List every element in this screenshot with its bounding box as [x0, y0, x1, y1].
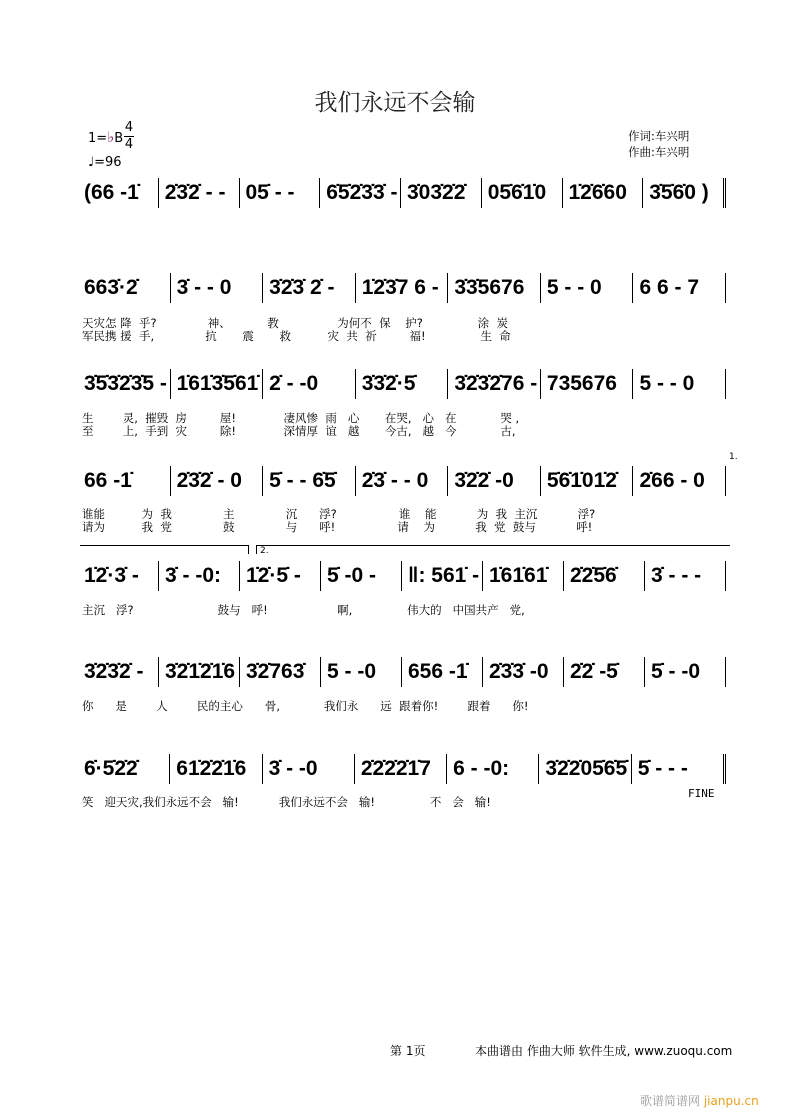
measure: 05̇6̇1̇0 [482, 178, 563, 208]
lyric-line: 天灾怎 降 乎? 神、 教 为何不 保 护? 涂 炭 [82, 316, 508, 330]
measure: 3̇2̇2̇05̇6̇5̇ [539, 754, 631, 784]
measure: 3̇3̇5676 [448, 273, 541, 303]
measure: 1̇2̇6̇60 [563, 178, 644, 208]
generator-note: 本曲谱由 作曲大师 软件生成, www.zuoqu.com [475, 1044, 733, 1058]
measure: 3̇ - - - [645, 561, 726, 591]
credits [628, 128, 689, 160]
measure: 5̇ - - 6̇5̇ [263, 466, 356, 496]
measure: 3̇2̇763̇ [240, 657, 321, 687]
measure: 1̇61̇3̇5̇61̇ [171, 369, 264, 399]
watermark [640, 1092, 759, 1109]
measure: 5̇ -0 - [321, 561, 402, 591]
measure: 2̇3̇2̇ - 0 [171, 466, 264, 496]
measure: 3̇5̇6̇0 ) [643, 178, 726, 208]
staff-row [78, 754, 726, 784]
song-title: 我们永远不会输 [314, 90, 476, 116]
measure: 1̇2̇·5̇ - [240, 561, 321, 591]
staff-row [78, 466, 726, 496]
measure: 2̇3̇ - - 0 [356, 466, 449, 496]
measure: 663̇·2̇ [78, 273, 171, 303]
tempo [88, 155, 122, 170]
measure: 6̇5̇2̇3̇3̇ - [320, 178, 401, 208]
key-signature [88, 128, 123, 146]
measure: 3̇2̇3̇ 2̇ - [263, 273, 356, 303]
key-prefix: 1= [88, 131, 108, 146]
measure: 1̇61̇61̇ [483, 561, 564, 591]
composer: 作曲:车兴明 [628, 145, 690, 159]
lyric-line: 笑 迎天灾,我们永远不会 输! 我们永远不会 输! 不 会 输! [82, 795, 491, 809]
staff-row [78, 657, 726, 687]
quarter-note-icon: ♩ [88, 155, 95, 170]
ts-bottom: 4 [124, 137, 134, 152]
flat-icon: ♭ [107, 128, 115, 146]
measure: 66 -1̇ [78, 466, 171, 496]
measure: 656 -1̇ [402, 657, 483, 687]
watermark-cn: 歌谱简谱网 [640, 1094, 701, 1108]
measure: ‖: 561̇ - [402, 561, 483, 591]
staff-row [78, 369, 726, 399]
staff-row [78, 561, 726, 591]
lyric-line: 你 是 人 民的主心 骨, 我们永 远 跟着你! 跟着 你! [82, 699, 529, 713]
staff-row [78, 273, 726, 303]
measure: 6 6 - 7 [633, 273, 726, 303]
volta-1-label: 1. [729, 452, 738, 462]
measure: 735676 [541, 369, 634, 399]
time-signature [124, 120, 134, 153]
fine-mark: FINE [688, 787, 715, 800]
measure: 5 - - 0 [633, 369, 726, 399]
measure: 3̇3̇2̇·5̇ [356, 369, 449, 399]
measure: 5 - - 0 [541, 273, 634, 303]
lyric-line: 生 灵, 摧毁 房 屋! 凄风惨 雨 心 在哭, 心 在 哭 , [82, 411, 520, 425]
measure: 2̇2̇2̇2̇1̇7 [355, 754, 447, 784]
key-note: B [114, 131, 124, 146]
measure: 3̇2̇2̇ -0 [448, 466, 541, 496]
lyricist: 作词:车兴明 [628, 129, 690, 143]
lyric-line: 谁能 为 我 主 沉 浮? 谁 能 为 我 主沉 浮? [82, 507, 596, 521]
measure: 3̇2̇3̇2̇76 - [448, 369, 541, 399]
measure: 3̇2̇1̇2̇1̇6 [159, 657, 240, 687]
ts-top: 4 [124, 120, 134, 135]
measure: 2̇2̇5̇6̇ [564, 561, 645, 591]
volta-first-ending [80, 545, 249, 554]
staff-row [78, 178, 726, 208]
lyric-line: 请为 我 党 鼓 与 呼! 请 为 我 党 鼓与 呼! [82, 520, 593, 534]
lyric-line: 主沉 浮? 鼓与 呼! 啊, 伟大的 中国共产 党, [82, 603, 525, 617]
measure: 2̇66 - 0 [633, 466, 726, 496]
measure: 1̇2̇3̇7 6 - [356, 273, 449, 303]
measure: 1̇2̇·3̇ - [78, 561, 159, 591]
measure: 5̇ - -0 [645, 657, 726, 687]
measure: 3̇5̇3̇2̇3̇5 - [78, 369, 171, 399]
lyric-line: 军民携 援 手, 抗 震 救 灾 共 祈 福! 生 命 [82, 329, 511, 343]
volta-2-label: 2. [256, 545, 730, 554]
measure: 2̇ - -0 [263, 369, 356, 399]
measure: 61̇2̇2̇1̇6 [170, 754, 262, 784]
measure: 6 - -0: [447, 754, 539, 784]
lyric-line: 至 上, 手到 灾 除! 深情厚 谊 越 今古, 越 今 古, [82, 424, 516, 438]
watermark-en: jianpu.cn [703, 1094, 759, 1108]
measure: 3̇ - -0 [263, 754, 355, 784]
measure: 05̇ - - [240, 178, 321, 208]
measure: 6̇·5̇2̇2̇ [78, 754, 170, 784]
measure: 2̇3̇2̇ - - [159, 178, 240, 208]
measure: 5̇6̇1̇01̇2̇ [541, 466, 634, 496]
page-number: 第 1页 [390, 1044, 426, 1058]
measure: 5 - -0 [321, 657, 402, 687]
measure: 3̇03̇2̇2̇ [401, 178, 482, 208]
measure: 2̇3̇3̇ -0 [483, 657, 564, 687]
measure: 3̇ - - 0 [171, 273, 264, 303]
measure: 2̇2̇ -5̇ [564, 657, 645, 687]
measure: (66 -1̇ [78, 178, 159, 208]
measure: 5̇ - - - [632, 754, 726, 784]
measure: 3̇2̇3̇2̇ - [78, 657, 159, 687]
measure: 3̇ - -0: [159, 561, 240, 591]
tempo-value: =96 [94, 155, 122, 170]
